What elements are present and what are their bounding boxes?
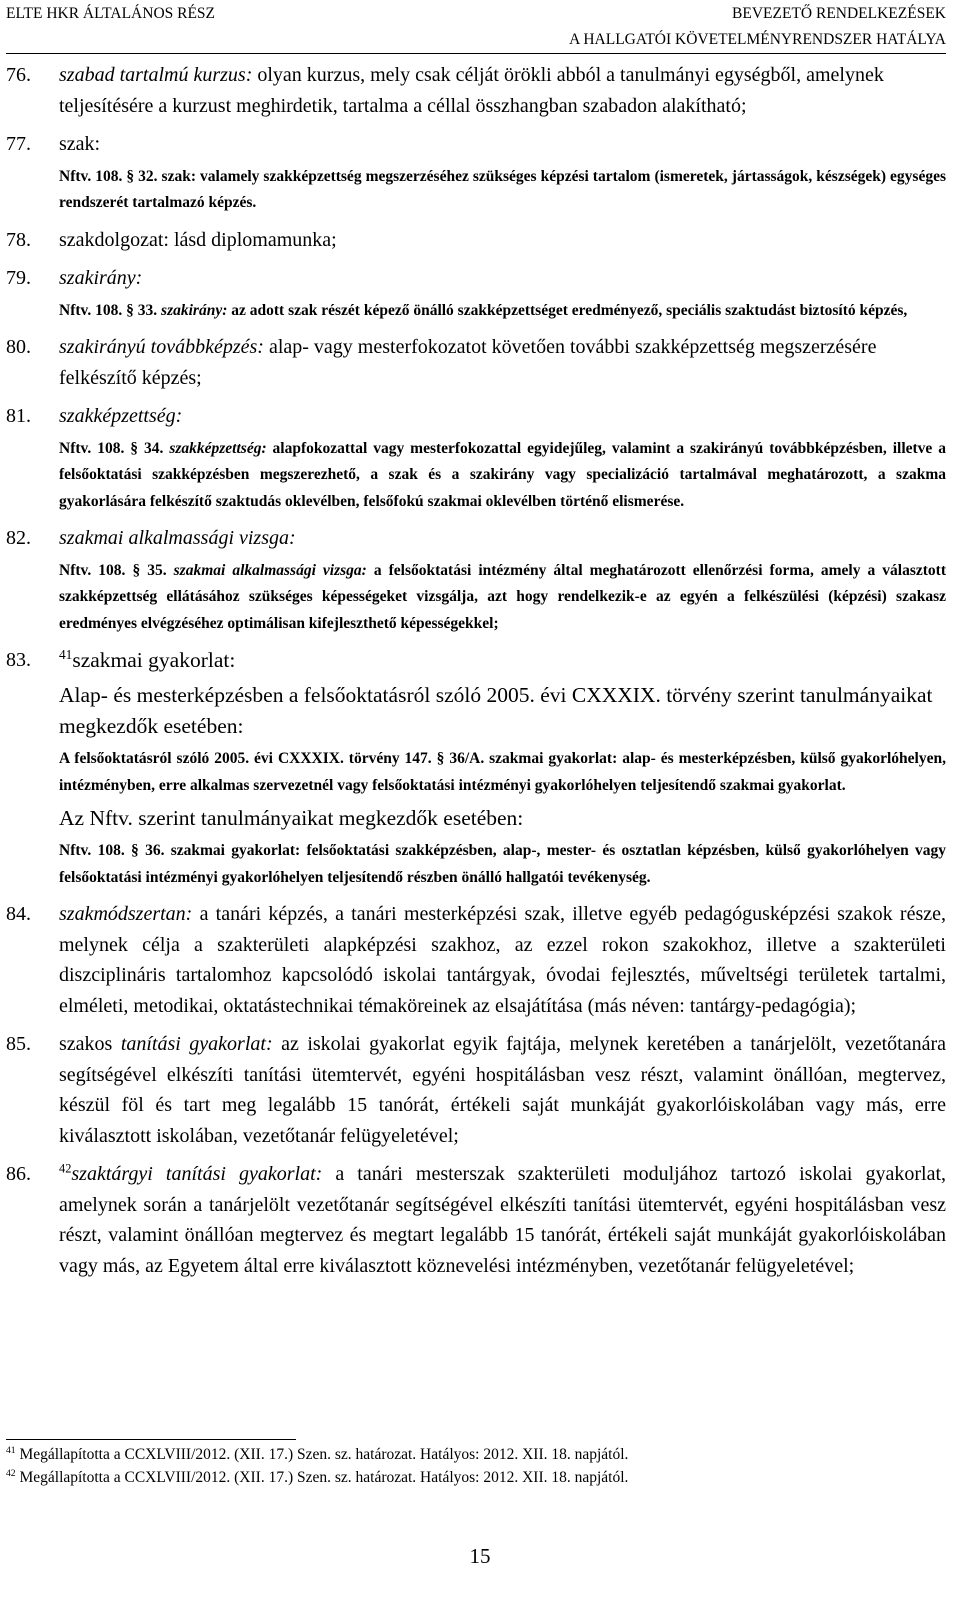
law-quote [59,838,946,891]
text-run: szabad tartalmú kurzus: [59,64,253,86]
entry-text [59,1029,946,1151]
spacer [0,1021,960,1029]
entry-number: 78. [6,228,31,251]
entry-line [0,129,960,160]
text-run: Alap- és mesterképzésben a felsőoktatásról szóló 2005. évi CXXXIX. törvény szerint tanulmányaikat megkezdők esetében: [59,683,933,738]
spacer [0,1281,960,1289]
law-quote [59,164,946,217]
entry-line [0,263,960,294]
text-run: szakirány: [161,301,228,319]
text-run: Nftv. 108. § 32. szak: valamely szakképzettség megszerzéséhez szükséges képzési tartalom (ismeretek, jártasságok, készségek) egységes rendszerét tartalmazó képzés. [59,167,946,211]
entry-text [59,263,946,294]
footnote-mark: 41 [6,1444,16,1456]
entry-number: 83. [6,649,31,671]
entry-text [59,225,946,256]
entry-line [0,523,960,554]
page-number: 15 [469,1544,491,1568]
entry-text [59,645,946,676]
text-run: szakmai alkalmassági vizsga: [59,527,296,549]
text-run: alapfokozattal vagy mesterfokozattal egyidejűleg, valamint a szakirányú továbbképzésben, illetve a felsőoktatási szakképzésben megszerezhető, a szak és a szakirány vagy specializáció tartalmával meghatározott, a szakma gyakorlására felkészítő szaktudás oklevélben, felsőfokú szakmai oklevélben történő elismerése. [59,439,946,510]
text-run: az iskolai gyakorlat egyik fajtája, melynek keretében a tanárjelölt, vezetőtanára segítségével elkészíti tanítási ütemtervét, egyéni hospitálásban vesz részt, valamint önállóan, megtervez, készül föl és tart meg legalább 15 tanórát, értékeli saját munkáját gyakorlóiskolában vagy más, erre kiválasztott iskolában, vezetőtanár felügyeletével; [59,1033,947,1147]
law-quote [59,436,946,516]
entry-number: 77. [6,133,31,155]
text-run: szakdolgozat: lásd diplomamunka; [59,228,337,251]
definition-entry [0,401,960,523]
entry-line [0,60,960,121]
header-left: ELTE HKR ÁLTALÁNOS RÉSZ [6,5,216,22]
entry-text [59,899,946,1021]
text-run: szakképzettség: [169,439,267,457]
text-run: a tanári mesterszak szakterületi moduljához tartozó iskolai gyakorlat, amelynek során a tanárjelölt vezetőtanár segítségével elkészíti tanítási ütemtervét, egyéni hospitálásban vesz részt, valamint önállóan megtervez és megtart legalább 15 tanórát, értékeli saját munkáját gyakorlóiskolában vagy más, az Egyetem által erre kiválasztott köznevelési intézményben, vezetőtanár felügyeletével; [59,1163,947,1277]
entry-number: 86. [6,1163,31,1185]
text-run: szakirány: [59,267,143,289]
text-run: szakos [59,1033,121,1055]
law-quote [59,746,946,799]
definition-entry [0,263,960,332]
entry-number: 79. [6,267,31,289]
text-run: szakképzettség: [59,405,183,427]
header-right-top: BEVEZETŐ RENDELKEZÉSEK [732,5,946,22]
entry-text [59,523,946,554]
entry-number: 82. [6,527,31,549]
entry-text [59,332,946,393]
footnote-ref: 41 [59,646,73,662]
spacer [0,324,960,332]
spacer [0,891,960,899]
text-run: szakmódszertan: [59,903,193,925]
definition-entry [0,1159,960,1289]
definition-entry [0,129,960,225]
spacer [0,121,960,129]
entry-line [0,645,960,676]
sub-heading [59,680,946,742]
entry-number: 80. [6,336,31,358]
text-run: Az Nftv. szerint tanulmányaikat megkezdők esetében: [59,806,524,830]
text-run: A felsőoktatásról szóló 2005. évi CXXXIX. törvény 147. § 36/A. szakmai gyakorlat: alap- és mesterképzésben, külső gyakorlóhelyen, intézményben, erre alkalmas szervezetnél vagy felsőoktatási intézményi gyakorlóhelyen teljesítendő szakmai gyakorlat. [59,750,946,794]
text-run: az adott szak részét képező önálló szakképzettséget eredményező, speciális szaktudást biztosító képzés, [227,301,908,319]
spacer [0,1151,960,1159]
text-run: Nftv. 108. § 35. [59,561,174,579]
footnote-mark: 42 [6,1467,16,1479]
entry-text [59,1159,946,1281]
text-run: Nftv. 108. § 34. [59,439,170,457]
text-run: alap- vagy mesterfokozatot követően további szakképzettség megszerzésére felkészítő képzés; [59,336,877,389]
entry-text [59,129,946,160]
header-divider [6,53,946,54]
entry-line [0,1029,960,1151]
text-run: szakmai gyakorlat: [72,648,236,672]
footnote [6,1443,946,1466]
definition-entry [0,60,960,129]
footnote [6,1466,946,1489]
text-run: szaktárgyi tanítási gyakorlat: [71,1163,323,1185]
entry-text [59,60,946,121]
text-run: Nftv. 108. § 33. [59,301,162,319]
law-quote [59,558,946,638]
text-run: a tanári képzés, a tanári mesterképzési szak, illetve egyéb pedagógusképzési szakok része, melynek célja a szakterületi alapképzési szakhoz, az ezzel rokon szakokhoz, illetve a szakterületi diszciplináris tartalomhoz kapcsolódó iskolai tantárgyak, óvodai fejlesztés, műveltségi területek tartalmi, elméleti, metodikai, oktatástechnikai témaköreinek az elsajátítása (más néven: tantárgy-pedagógia); [59,903,946,1017]
entry-text [59,401,946,432]
definition-entry [0,899,960,1029]
entry-line [0,899,960,1021]
spacer [0,637,960,645]
footnote-text: Megállapította a CCXLVIII/2012. (XII. 17.) Szen. sz. határozat. Hatályos: 2012. XII. 18. napjától. [15,1469,629,1486]
text-run: szakirányú továbbképzés: [59,336,264,358]
text-run: tanítási gyakorlat: [120,1033,273,1055]
sub-heading [59,803,946,834]
spacer [0,255,960,263]
page-header [0,2,960,54]
definition-entry [0,645,960,899]
header-right-bottom: A HALLGATÓI KÖVETELMÉNYRENDSZER HATÁLYA [569,31,946,48]
definition-entry [0,523,960,645]
spacer [0,393,960,401]
text-run: szak: [59,133,101,155]
definition-entry [0,332,960,401]
entry-line [0,225,960,256]
text-run: a felsőoktatási intézmény által meghatározott ellenőrzési forma, amely a választott szakképzettség ellátásához szükséges képességeket vizsgálja, azt hogy rendelkezik-e az egyén a felkészülési (képzési) szakasz eredményes elvégzéséhez optimálisan kifejleszthető képességekkel; [59,561,946,632]
definitions-list [0,60,960,1289]
entry-number: 85. [6,1033,31,1055]
spacer [0,515,960,523]
law-quote [59,298,946,325]
entry-line [0,1159,960,1281]
footnote-divider [6,1439,296,1440]
entry-number: 84. [6,903,31,925]
spacer [0,217,960,225]
footnotes [6,1443,946,1489]
entry-line [0,332,960,393]
entry-line [0,401,960,432]
text-run: Nftv. 108. § 36. szakmai gyakorlat: felsőoktatási szakképzésben, alap-, mester- és osztatlan képzésben, külső gyakorlóhelyen vagy felsőoktatási intézményi gyakorlóhelyen teljesítendő részben önálló hallgatói tevékenység. [59,842,946,886]
definition-entry [0,1029,960,1159]
text-run: szakmai alkalmassági vizsga: [173,561,367,579]
definition-entry [0,225,960,264]
footnote-text: Megállapította a CCXLVIII/2012. (XII. 17.) Szen. sz. határozat. Hatályos: 2012. XII. 18. napjától. [15,1446,629,1463]
entry-number: 81. [6,405,31,427]
entry-number: 76. [6,64,31,86]
footnote-ref: 42 [59,1161,72,1176]
text-run: olyan kurzus, mely csak célját örökli abból a tanulmányi egységből, amelynek teljesítésére a kurzust meghirdetik, tartalma a céllal összhangban szabadon alakítható; [59,64,884,117]
